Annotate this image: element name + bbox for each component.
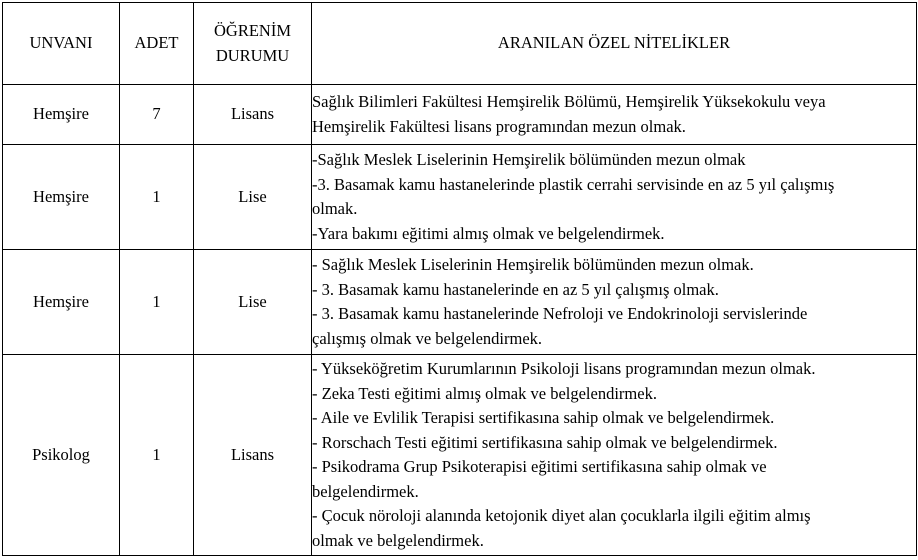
requirement-line: - Psikodrama Grup Psikoterapisi eğitimi sertifikasına sahip olmak ve xyxy=(312,457,767,476)
cell-ogrenim: Lise xyxy=(194,145,312,250)
header-aranilan-nitelikler: ARANILAN ÖZEL NİTELİKLER xyxy=(312,3,917,85)
cell-nitelikler xyxy=(312,355,917,556)
cell-adet: 1 xyxy=(120,145,194,250)
requirement-line: olmak. xyxy=(312,199,358,218)
header-ogrenim-durumu xyxy=(194,3,312,85)
cell-adet: 1 xyxy=(120,250,194,355)
cell-nitelikler xyxy=(312,145,917,250)
cell-ogrenim: Lisans xyxy=(194,85,312,145)
header-ogrenim-line2: DURUMU xyxy=(215,45,290,65)
requirement-line: - Sağlık Meslek Liselerinin Hemşirelik bölümünden mezun olmak. xyxy=(312,255,754,274)
requirement-line: - Çocuk nöroloji alanında ketojonik diyet alan çocuklarla ilgili eğitim almış xyxy=(312,506,811,525)
header-unvani: UNVANI xyxy=(3,3,120,85)
table-row xyxy=(3,355,917,556)
cell-adet: 1 xyxy=(120,355,194,556)
cell-nitelikler xyxy=(312,250,917,355)
table-row xyxy=(3,145,917,250)
requirement-line: Hemşirelik Fakültesi lisans programından mezun olmak. xyxy=(312,116,686,136)
header-row xyxy=(3,3,917,85)
requirement-line: çalışmış olmak ve belgelendirmek. xyxy=(312,328,543,348)
requirement-line: Sağlık Bilimleri Fakültesi Hemşirelik Bölümü, Hemşirelik Yüksekokulu veya xyxy=(312,92,826,111)
requirement-line: - Rorschach Testi eğitimi sertifikasına sahip olmak ve belgelendirmek. xyxy=(312,432,778,452)
table-row xyxy=(3,85,917,145)
header-ogrenim-line1: ÖĞRENİM xyxy=(214,21,291,40)
cell-unvani: Psikolog xyxy=(3,355,120,556)
positions-table xyxy=(2,2,917,556)
cell-ogrenim: Lise xyxy=(194,250,312,355)
requirement-line: belgelendirmek. xyxy=(312,481,419,501)
table-row xyxy=(3,250,917,355)
requirement-line: - Yükseköğretim Kurumlarının Psikoloji lisans programından mezun olmak. xyxy=(312,359,816,378)
requirement-line: -3. Basamak kamu hastanelerinde plastik cerrahi servisinde en az 5 yıl çalışmış xyxy=(312,174,835,194)
requirement-line: -Yara bakımı eğitimi almış olmak ve belgelendirmek. xyxy=(312,223,665,243)
cell-unvani: Hemşire xyxy=(3,85,120,145)
requirement-line: - Aile ve Evlilik Terapisi sertifikasına sahip olmak ve belgelendirmek. xyxy=(312,408,775,427)
header-adet: ADET xyxy=(120,3,194,85)
requirement-line: - Zeka Testi eğitimi almış olmak ve belgelendirmek. xyxy=(312,383,657,403)
cell-unvani: Hemşire xyxy=(3,145,120,250)
cell-ogrenim: Lisans xyxy=(194,355,312,556)
cell-adet: 7 xyxy=(120,85,194,145)
requirement-line: olmak ve belgelendirmek. xyxy=(312,530,484,550)
requirement-line: - 3. Basamak kamu hastanelerinde en az 5 yıl çalışmış olmak. xyxy=(312,279,719,299)
requirement-line: -Sağlık Meslek Liselerinin Hemşirelik bölümünden mezun olmak xyxy=(312,150,746,169)
cell-nitelikler xyxy=(312,85,917,145)
requirement-line: - 3. Basamak kamu hastanelerinde Nefroloji ve Endokrinoloji servislerinde xyxy=(312,304,808,323)
cell-unvani: Hemşire xyxy=(3,250,120,355)
